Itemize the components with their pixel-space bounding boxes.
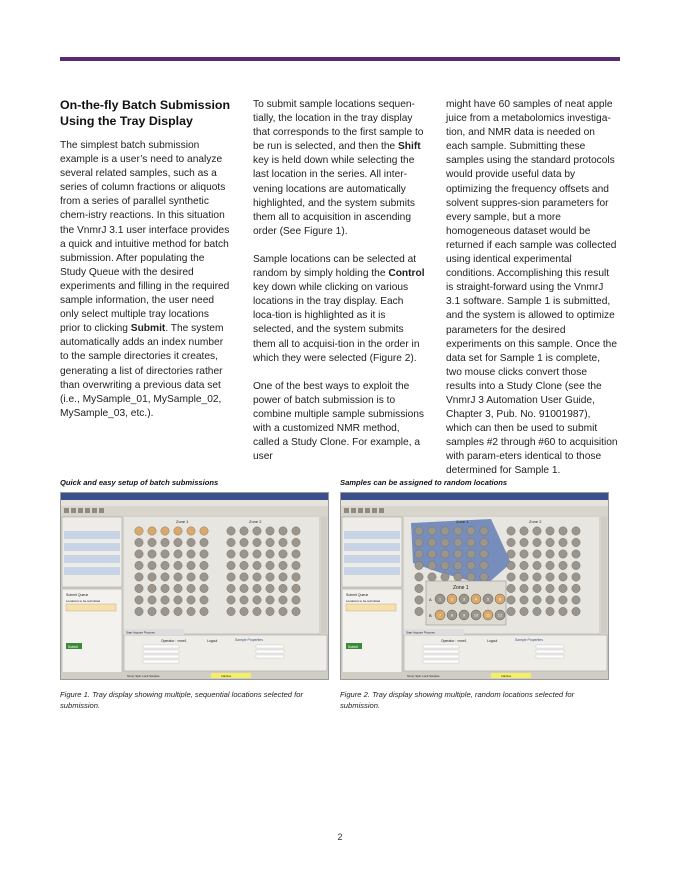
inset-well-label: 1 [438, 596, 442, 602]
tray-well[interactable] [572, 550, 580, 558]
tray-well[interactable] [533, 584, 541, 592]
tray-well[interactable] [253, 527, 261, 535]
tray-well[interactable] [533, 538, 541, 546]
tray-well[interactable] [441, 538, 449, 546]
tray-well[interactable] [428, 527, 436, 535]
tray-well[interactable] [533, 607, 541, 615]
tray-well[interactable] [266, 561, 274, 569]
tray-well[interactable] [559, 584, 567, 592]
tray-well[interactable] [559, 573, 567, 581]
tray-well[interactable] [415, 527, 423, 535]
tray-well[interactable] [520, 584, 528, 592]
tray-well[interactable] [546, 573, 554, 581]
text-column-2 [253, 98, 425, 478]
tray-well[interactable] [148, 584, 156, 592]
tray-well[interactable] [279, 596, 287, 604]
tray-well[interactable] [467, 573, 475, 581]
tray-well[interactable] [240, 573, 248, 581]
tray-well[interactable] [520, 527, 528, 535]
inset-well-label: 9 [462, 612, 466, 618]
tray-well[interactable] [441, 550, 449, 558]
tray-well[interactable] [161, 527, 169, 535]
tray-well[interactable] [292, 573, 300, 581]
tray-well[interactable] [507, 527, 515, 535]
tray-well[interactable] [135, 538, 143, 546]
tray-well[interactable] [148, 573, 156, 581]
tray-well[interactable] [161, 607, 169, 615]
tray-well[interactable] [279, 538, 287, 546]
sample-properties-label: Sample Properties [515, 638, 543, 642]
inset-row-a-label: A [429, 597, 432, 602]
tray-well[interactable] [266, 527, 274, 535]
study-list-panel [342, 517, 402, 587]
tray-well[interactable] [227, 527, 235, 535]
tray-well[interactable] [266, 596, 274, 604]
tray-well[interactable] [572, 584, 580, 592]
tray-well[interactable] [428, 538, 436, 546]
tray-well[interactable] [546, 538, 554, 546]
tray-well[interactable] [227, 607, 235, 615]
tray-well[interactable] [253, 561, 261, 569]
tray-well[interactable] [415, 607, 423, 615]
tray-well[interactable] [200, 561, 208, 569]
tray-well[interactable] [520, 596, 528, 604]
tray-well[interactable] [454, 573, 462, 581]
tray-well[interactable] [507, 573, 515, 581]
tray-well[interactable] [454, 527, 462, 535]
tray-well[interactable] [520, 561, 528, 569]
queue-entry[interactable] [346, 604, 396, 611]
tray-well[interactable] [200, 573, 208, 581]
tray-well[interactable] [135, 596, 143, 604]
tray-well[interactable] [480, 550, 488, 558]
tray-well[interactable] [240, 607, 248, 615]
tray-well[interactable] [266, 584, 274, 592]
tray-well[interactable] [415, 596, 423, 604]
tray-well[interactable] [428, 550, 436, 558]
paragraph: The simplest batch submission example is a user’s need to analyze several related samples, such as a series of column fractions or aliquots from a series of parallel synthetic chem-istry reactions. In this situation the VnmrJ 3.1 user interface provides a quick and intuitive method for batch submission. After populating the Study Queue with the desired experiments and filling in the required sample information, the user need only select multiple tray locations prior to clicking Submit. The system automatically adds an index number to the sample directories it creates, generating a list of directories rather than overwriting a previous data set (i.e., MySample_01, MySample_02, MySample_03, etc.). [60, 140, 230, 419]
tray-well[interactable] [279, 561, 287, 569]
tray-well[interactable] [467, 561, 475, 569]
tray-well[interactable] [467, 550, 475, 558]
tray-well[interactable] [428, 573, 436, 581]
tray-well[interactable] [559, 607, 567, 615]
tray-well[interactable] [507, 561, 515, 569]
tray-well[interactable] [240, 584, 248, 592]
inset-well-label: 5 [486, 596, 490, 602]
text-column-1 [60, 98, 232, 435]
tray-well[interactable] [415, 561, 423, 569]
tray-well[interactable] [559, 561, 567, 569]
inset-well-label: 2 [450, 596, 454, 602]
tray-well[interactable] [292, 584, 300, 592]
tray-well[interactable] [174, 607, 182, 615]
submit-button-label: Submit [68, 645, 78, 649]
tray-well[interactable] [187, 527, 195, 535]
paragraph: might have 60 samples of neat apple juice from a metabolomics investiga-tion, and NMR data is needed on each sample. Submitting these samples using the standard protocols would provide useful data by optimizing the frequency offsets and solvent suppres-sion parameters for every sample, but a more homogeneous dataset would be returned if each sample was collected using identical experimental conditions. Accomplishing this result is straight-forward using the VnmrJ 3.1 software. Sample 1 is submitted, and the system is allowed to optimize parameters for the desired experiments on this sample. Once the data set for Sample 1 is complete, two mouse clicks convert those results into a Study Clone (see the VnmrJ 3 Automation User Guide, Chapter 3, Pub. No. 91001987), which can then be used to submit samples #2 through #60 to acquisition with param-eters identical to those determined for Sample 1. [446, 99, 618, 477]
tray-well[interactable] [174, 561, 182, 569]
tray-well[interactable] [266, 573, 274, 581]
tray-well[interactable] [148, 538, 156, 546]
tray-well[interactable] [454, 561, 462, 569]
logout-button[interactable]: Logout [487, 639, 498, 643]
tray-well[interactable] [174, 584, 182, 592]
tray-well[interactable] [148, 607, 156, 615]
queue-entry[interactable] [66, 604, 116, 611]
tray-well[interactable] [227, 550, 235, 558]
locations-label: Locations to be submitted [346, 599, 381, 603]
tray-well[interactable] [559, 596, 567, 604]
tray-well[interactable] [174, 538, 182, 546]
tray-well[interactable] [546, 561, 554, 569]
status-text: Inactive [221, 674, 232, 678]
operator-label: Operator : vnmr1 [441, 639, 467, 643]
tray-well[interactable] [292, 561, 300, 569]
tray-well[interactable] [266, 538, 274, 546]
status-bar [341, 672, 608, 679]
tray-well[interactable] [467, 527, 475, 535]
header-rule [60, 57, 620, 61]
tray-well[interactable] [161, 573, 169, 581]
tray-well[interactable] [253, 584, 261, 592]
text-column-3 [446, 98, 618, 493]
page-number: 2 [337, 832, 343, 842]
sample-properties-label: Sample Properties [235, 638, 263, 642]
tray-well[interactable] [480, 573, 488, 581]
tray-well[interactable] [200, 607, 208, 615]
tray-well[interactable] [187, 538, 195, 546]
tray-well[interactable] [279, 527, 287, 535]
figure-1-caption: Figure 1. Tray display showing multiple, sequential locations selected for submission. [60, 690, 303, 710]
tray-well[interactable] [266, 550, 274, 558]
figure-2-svg [341, 493, 608, 679]
figure-1-screenshot [60, 492, 329, 680]
menu-bar [341, 500, 608, 506]
tray-well[interactable] [572, 573, 580, 581]
tray-well[interactable] [507, 596, 515, 604]
submit-button-label: Submit [348, 645, 358, 649]
tray-well[interactable] [454, 538, 462, 546]
tray-well[interactable] [227, 584, 235, 592]
tray-well[interactable] [507, 538, 515, 546]
status-buttons: Temp Spin Lock Sample [407, 674, 440, 678]
tray-well[interactable] [161, 584, 169, 592]
tray-well[interactable] [546, 596, 554, 604]
study-list-panel [62, 517, 122, 587]
tray-well[interactable] [292, 607, 300, 615]
zone-2-label: Zone 2 [529, 519, 542, 524]
inset-well-label: 11 [485, 612, 491, 618]
section-heading: On-the-fly Batch Submission Using the Tray Display [60, 98, 231, 128]
scrollbar[interactable] [321, 517, 327, 633]
tray-well[interactable] [559, 527, 567, 535]
panel-tab-labels: Start Acquire Process [406, 630, 435, 635]
tray-well[interactable] [135, 607, 143, 615]
tray-well[interactable] [135, 584, 143, 592]
tray-well[interactable] [187, 550, 195, 558]
logout-button[interactable]: Logout [207, 639, 218, 643]
status-buttons: Temp Spin Lock Sample [127, 674, 160, 678]
tray-well[interactable] [415, 550, 423, 558]
tray-well[interactable] [454, 550, 462, 558]
tray-well[interactable] [240, 596, 248, 604]
tray-well[interactable] [148, 561, 156, 569]
inset-well-label: 8 [450, 612, 454, 618]
tray-well[interactable] [520, 538, 528, 546]
tray-well[interactable] [148, 550, 156, 558]
tray-well[interactable] [559, 538, 567, 546]
zone-1-label: Zone 1 [176, 519, 189, 524]
tray-well[interactable] [200, 550, 208, 558]
tray-well[interactable] [292, 596, 300, 604]
tray-well[interactable] [240, 538, 248, 546]
inset-zone-label: Zone 1 [453, 585, 469, 591]
figure-2-title: Samples can be assigned to random locations [340, 478, 508, 487]
inset-well-label: 7 [438, 612, 442, 618]
tray-well[interactable] [240, 527, 248, 535]
tray-well[interactable] [240, 561, 248, 569]
tray-well[interactable] [240, 550, 248, 558]
tray-well[interactable] [441, 527, 449, 535]
tray-well[interactable] [507, 550, 515, 558]
figure-2-caption: Figure 2. Tray display showing multiple, random locations selected for submission. [340, 690, 575, 710]
inset-well-label: 12 [497, 612, 503, 618]
tray-well[interactable] [253, 596, 261, 604]
tray-well[interactable] [148, 527, 156, 535]
paragraph: To submit sample locations sequen-tially, the location in the tray display that corresponds to the first sample to be run is selected, and then the Shift key is held down while selecting the last location in the series. All inter-vening locations are automatically highlighted, and the system submits them all to acquisition in ascending order (See Figure 1). [253, 99, 424, 237]
figure-1-title: Quick and easy setup of batch submissions [60, 478, 219, 487]
tray-well[interactable] [533, 550, 541, 558]
tray-well[interactable] [572, 527, 580, 535]
inset-well-label: 3 [462, 596, 466, 602]
tray-well[interactable] [533, 527, 541, 535]
tray-well[interactable] [292, 538, 300, 546]
tray-well[interactable] [480, 561, 488, 569]
tray-well[interactable] [520, 550, 528, 558]
panel-tab-labels: Start Acquire Process [126, 630, 155, 635]
tray-well[interactable] [135, 527, 143, 535]
menu-bar [61, 500, 328, 506]
tray-well[interactable] [187, 584, 195, 592]
tray-well[interactable] [161, 550, 169, 558]
tray-well[interactable] [253, 538, 261, 546]
tray-well[interactable] [441, 561, 449, 569]
tray-well[interactable] [292, 527, 300, 535]
tray-well[interactable] [135, 573, 143, 581]
tray-well[interactable] [480, 538, 488, 546]
tray-well[interactable] [227, 573, 235, 581]
status-text: Inactive [501, 674, 512, 678]
scrollbar[interactable] [601, 517, 607, 633]
tray-well[interactable] [253, 607, 261, 615]
tray-well[interactable] [161, 596, 169, 604]
tray-well[interactable] [200, 527, 208, 535]
tray-well[interactable] [200, 584, 208, 592]
tray-well[interactable] [253, 550, 261, 558]
tray-well[interactable] [161, 561, 169, 569]
tray-well[interactable] [467, 538, 475, 546]
tray-well[interactable] [572, 561, 580, 569]
tray-well[interactable] [174, 596, 182, 604]
tray-well[interactable] [174, 550, 182, 558]
figure-1-svg [61, 493, 328, 679]
tray-well[interactable] [572, 538, 580, 546]
tray-well[interactable] [533, 573, 541, 581]
tray-well[interactable] [161, 538, 169, 546]
tray-well[interactable] [441, 573, 449, 581]
tray-well[interactable] [200, 538, 208, 546]
tray-well[interactable] [135, 550, 143, 558]
tray-well[interactable] [227, 561, 235, 569]
submit-queue-label: Submit Queue [66, 593, 89, 597]
paragraph: Sample locations can be selected at random by simply holding the Control key down while clicking on various locations in the tray display. Each loca-tion is highlighted as it is selected, and the system submits them all to acquisi-tion in the order in which they were selected (Figure 2). [253, 253, 425, 364]
tray-well[interactable] [279, 607, 287, 615]
tray-well[interactable] [174, 527, 182, 535]
tray-well[interactable] [279, 584, 287, 592]
window-titlebar [341, 493, 608, 500]
tray-well[interactable] [546, 584, 554, 592]
zone-1-label: Zone 1 [456, 519, 469, 524]
inset-well-label: 4 [474, 596, 478, 602]
tray-well[interactable] [415, 584, 423, 592]
submit-queue-label: Submit Queue [346, 593, 369, 597]
tray-well[interactable] [520, 607, 528, 615]
inset-well-label: 10 [473, 612, 479, 618]
tray-well[interactable] [187, 561, 195, 569]
tray-well[interactable] [480, 527, 488, 535]
tray-well[interactable] [279, 550, 287, 558]
tray-well[interactable] [520, 573, 528, 581]
operator-label: Operator : vnmr1 [161, 639, 187, 643]
tray-well[interactable] [546, 607, 554, 615]
zone-2-label: Zone 2 [249, 519, 262, 524]
tray-well[interactable] [546, 550, 554, 558]
tray-well[interactable] [533, 561, 541, 569]
tray-well[interactable] [279, 573, 287, 581]
tray-well[interactable] [415, 573, 423, 581]
inset-well-label: 6 [498, 596, 502, 602]
tray-well[interactable] [572, 607, 580, 615]
tray-well[interactable] [546, 527, 554, 535]
tray-well[interactable] [428, 561, 436, 569]
tray-well[interactable] [507, 584, 515, 592]
figure-2-screenshot [340, 492, 609, 680]
status-bar [61, 672, 328, 679]
tray-well[interactable] [135, 561, 143, 569]
tray-well[interactable] [187, 607, 195, 615]
tray-well[interactable] [200, 596, 208, 604]
tray-well[interactable] [187, 596, 195, 604]
tray-well[interactable] [253, 573, 261, 581]
window-titlebar [61, 493, 328, 500]
tray-well[interactable] [227, 596, 235, 604]
tray-well[interactable] [415, 538, 423, 546]
tray-well[interactable] [227, 538, 235, 546]
paragraph: One of the best ways to exploit the power of batch submission is to combine multiple sample submissions with a customized NMR method, called a Study Clone. For example, a user [253, 380, 424, 463]
locations-label: Locations to be submitted [66, 599, 101, 603]
tray-well[interactable] [507, 607, 515, 615]
tray-well[interactable] [266, 607, 274, 615]
tray-well[interactable] [533, 596, 541, 604]
tray-well[interactable] [174, 573, 182, 581]
tray-well[interactable] [187, 573, 195, 581]
tray-well[interactable] [559, 550, 567, 558]
tray-well[interactable] [148, 596, 156, 604]
tray-well[interactable] [292, 550, 300, 558]
tray-well[interactable] [572, 596, 580, 604]
inset-row-b-label: B [429, 613, 432, 618]
